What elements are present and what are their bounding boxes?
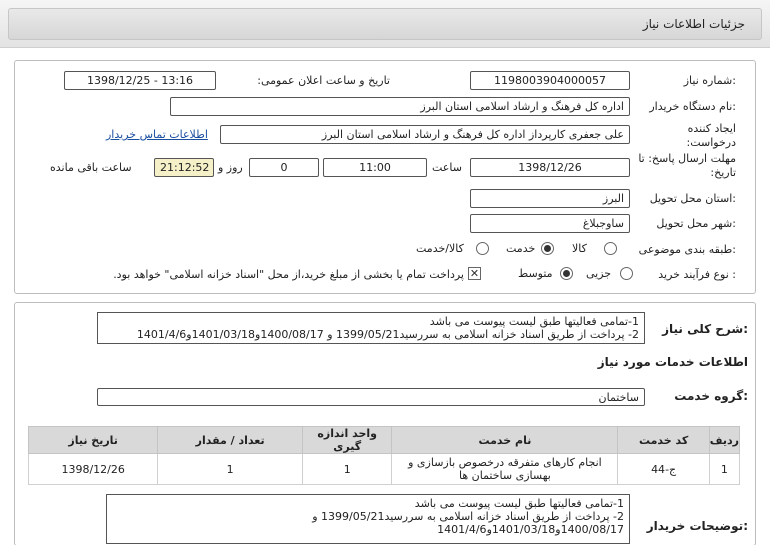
province-field: البرز (470, 189, 630, 208)
remaining-label: ساعت باقی مانده (50, 161, 132, 174)
creator-field: علی جعفری کارپرداز اداره کل فرهنگ و ارشاد اسلامی استان البرز (220, 125, 630, 144)
category-radio-goods[interactable] (604, 242, 617, 255)
city-label: شهر محل تحویل: (656, 217, 736, 230)
remaining-days-field: 0 (249, 158, 319, 177)
buyer-notes-box (106, 494, 630, 544)
need-number-label: شماره نیاز: (683, 74, 736, 87)
remaining-time-field: 21:12:52 (154, 158, 214, 177)
summary-line-1: 1-تمامی فعالیتها طبق لیست پیوست می باشد (429, 315, 639, 328)
col-service-name: نام خدمت (392, 427, 618, 454)
deadline-label: مهلت ارسال پاسخ: تا تاریخ: (638, 152, 736, 179)
category-option-goods-service: کالا/خدمت (416, 242, 464, 255)
col-service-code: کد خدمت (618, 427, 709, 454)
deadline-time-field: 11:00 (323, 158, 427, 177)
days-label: روز و (218, 161, 243, 174)
category-radio-service[interactable] (541, 242, 554, 255)
col-need-date: تاریخ نیاز (29, 427, 158, 454)
buyer-notes-label: توضیحات خریدار: (646, 519, 748, 533)
cell-row-number: 1 (709, 454, 739, 485)
buyer-label: نام دستگاه خریدار: (649, 100, 736, 113)
creator-label: ایجاد کننده درخواست: (686, 122, 736, 149)
page-header (0, 0, 770, 48)
summary-line-2: 2- پرداخت از طریق اسناد خزانه اسلامی به سررسید1399/05/21 و 1400/08/17و1401/03/18و1401/4/6 (136, 328, 639, 341)
city-field: ساوجبلاغ (470, 214, 630, 233)
summary-label: شرح کلی نیاز: (662, 322, 748, 336)
service-group-label: گروه خدمت: (674, 389, 748, 403)
deadline-date-field: 1398/12/26 (470, 158, 630, 177)
process-label: نوع فرآیند خرید : (658, 268, 736, 281)
treasury-payment-checkbox[interactable]: ✕ (469, 267, 480, 280)
buyer-notes-line-2: 2- پرداخت از طریق اسناد خزانه اسلامی به سررسید1399/05/21 و (312, 510, 624, 523)
col-quantity: تعداد / مقدار (158, 427, 303, 454)
process-option-minor: جزیی (586, 267, 612, 280)
cell-quantity: 1 (158, 454, 303, 485)
category-option-service: خدمت (506, 242, 536, 255)
province-label: استان محل تحویل: (649, 192, 736, 205)
buyer-field: اداره کل فرهنگ و ارشاد اسلامی استان البرز (170, 97, 630, 116)
services-table (28, 426, 740, 485)
process-radio-minor[interactable] (620, 267, 633, 280)
cell-service-name: انجام کارهای متفرقه درخصوص بازسازی و بهسازی ساختمان ها (392, 454, 618, 485)
category-radio-goods-service[interactable] (476, 242, 489, 255)
deadline-time-label: ساعت (432, 161, 462, 174)
service-group-field: ساختمان (97, 388, 645, 406)
category-label: طبقه بندی موضوعی: (638, 243, 736, 256)
header-bar (8, 8, 762, 40)
cell-unit: 1 (303, 454, 392, 485)
table-header-row (29, 427, 740, 454)
cell-service-code: ج-44 (618, 454, 709, 485)
buyer-notes-line-3: 1400/08/17و1401/03/18و1401/4/6 (437, 523, 624, 536)
buyer-notes-line-1: 1-تمامی فعالیتها طبق لیست پیوست می باشد (414, 497, 624, 510)
col-unit: واحد اندازه گیری (303, 427, 392, 454)
cell-need-date: 1398/12/26 (29, 454, 158, 485)
process-option-medium: متوسط (518, 267, 553, 280)
summary-box (97, 312, 645, 344)
page-title: جزئیات اطلاعات نیاز (642, 17, 745, 31)
announce-field: 1398/12/25 - 13:16 (64, 71, 216, 90)
announce-label: تاریخ و ساعت اعلان عمومی: (257, 74, 390, 87)
col-row-number: ردیف (709, 427, 739, 454)
category-option-goods: کالا (572, 242, 587, 255)
table-row (29, 454, 740, 485)
buyer-contact-link[interactable]: اطلاعات تماس خریدار (106, 128, 208, 141)
process-radio-medium[interactable] (560, 267, 573, 280)
services-title: اطلاعات خدمات مورد نیاز (597, 355, 748, 369)
treasury-payment-note: پرداخت تمام یا بخشی از مبلغ خرید،از محل "اسناد خزانه اسلامی" خواهد بود. (113, 268, 464, 281)
need-number-field: 1198003904000057 (470, 71, 630, 90)
